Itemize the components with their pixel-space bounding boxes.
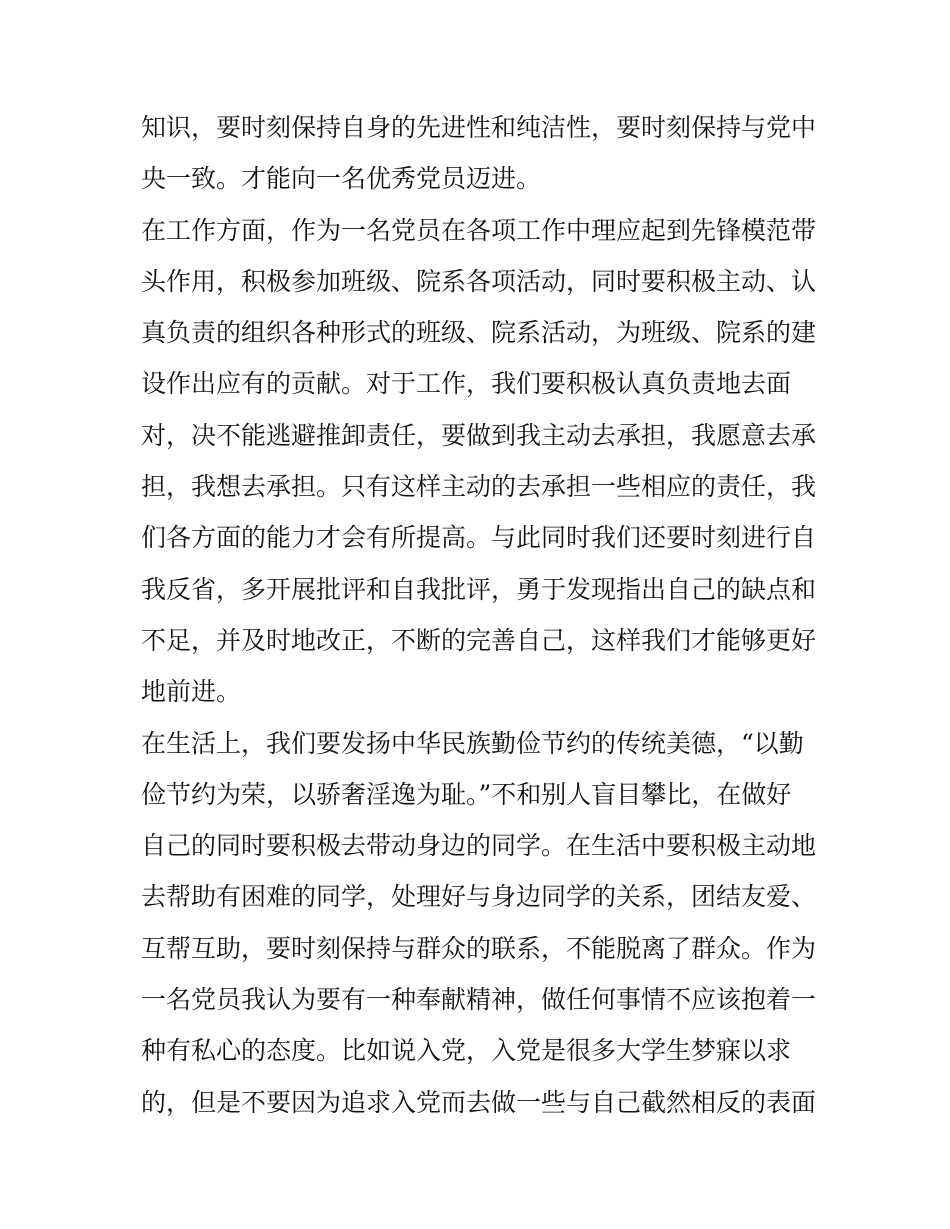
text-line: 头作用，积极参加班级、院系各项活动，同时要积极主动、认 xyxy=(141,266,817,296)
text-line: 们各方面的能力才会有所提高。与此同时我们还要时刻进行自 xyxy=(141,523,817,553)
text-line: 去帮助有困难的同学，处理好与身边同学的关系，团结友爱、 xyxy=(141,882,817,912)
text-line: 的，但是不要因为追求入党而去做一些与自己截然相反的表面 xyxy=(141,1087,817,1117)
text-line: 担，我想去承担。只有这样主动的去承担一些相应的责任，我 xyxy=(141,472,817,502)
text-line: 对，决不能逃避推卸责任，要做到我主动去承担，我愿意去承 xyxy=(141,420,817,450)
text-line: 知识，要时刻保持自身的先进性和纯洁性，要时刻保持与党中 xyxy=(141,113,817,142)
text-line: 俭节约为荣，以骄奢淫逸为耻。”不和别人盲目攀比，在做好 xyxy=(141,779,792,809)
text-line: 自己的同时要积极去带动身边的同学。在生活中要积极主动地 xyxy=(141,831,817,861)
body-text xyxy=(141,102,821,1128)
text-line: 互帮互助，要时刻保持与群众的联系，不能脱离了群众。作为 xyxy=(141,933,817,963)
text-line: 在生活上，我们要发扬中华民族勤俭节约的传统美德，“以勤 xyxy=(141,728,804,758)
text-line: 央一致。才能向一名优秀党员迈进。 xyxy=(141,164,542,194)
text-line: 地前进。 xyxy=(141,677,242,707)
text-line: 一名党员我认为要有一种奉献精神，做任何事情不应该抱着一 xyxy=(141,985,817,1015)
text-line: 不足，并及时地改正，不断的完善自己，这样我们才能够更好 xyxy=(141,625,817,655)
text-line: 在工作方面，作为一名党员在各项工作中理应起到先锋模范带 xyxy=(141,215,817,245)
text-line: 我反省，多开展批评和自我批评，勇于发现指出自己的缺点和 xyxy=(141,574,817,604)
text-line: 真负责的组织各种形式的班级、院系活动，为班级、院系的建 xyxy=(141,318,817,348)
text-line: 设作出应有的贡献。对于工作，我们要积极认真负责地去面 xyxy=(141,369,792,399)
text-line: 种有私心的态度。比如说入党，入党是很多大学生梦寐以求 xyxy=(141,1036,792,1066)
